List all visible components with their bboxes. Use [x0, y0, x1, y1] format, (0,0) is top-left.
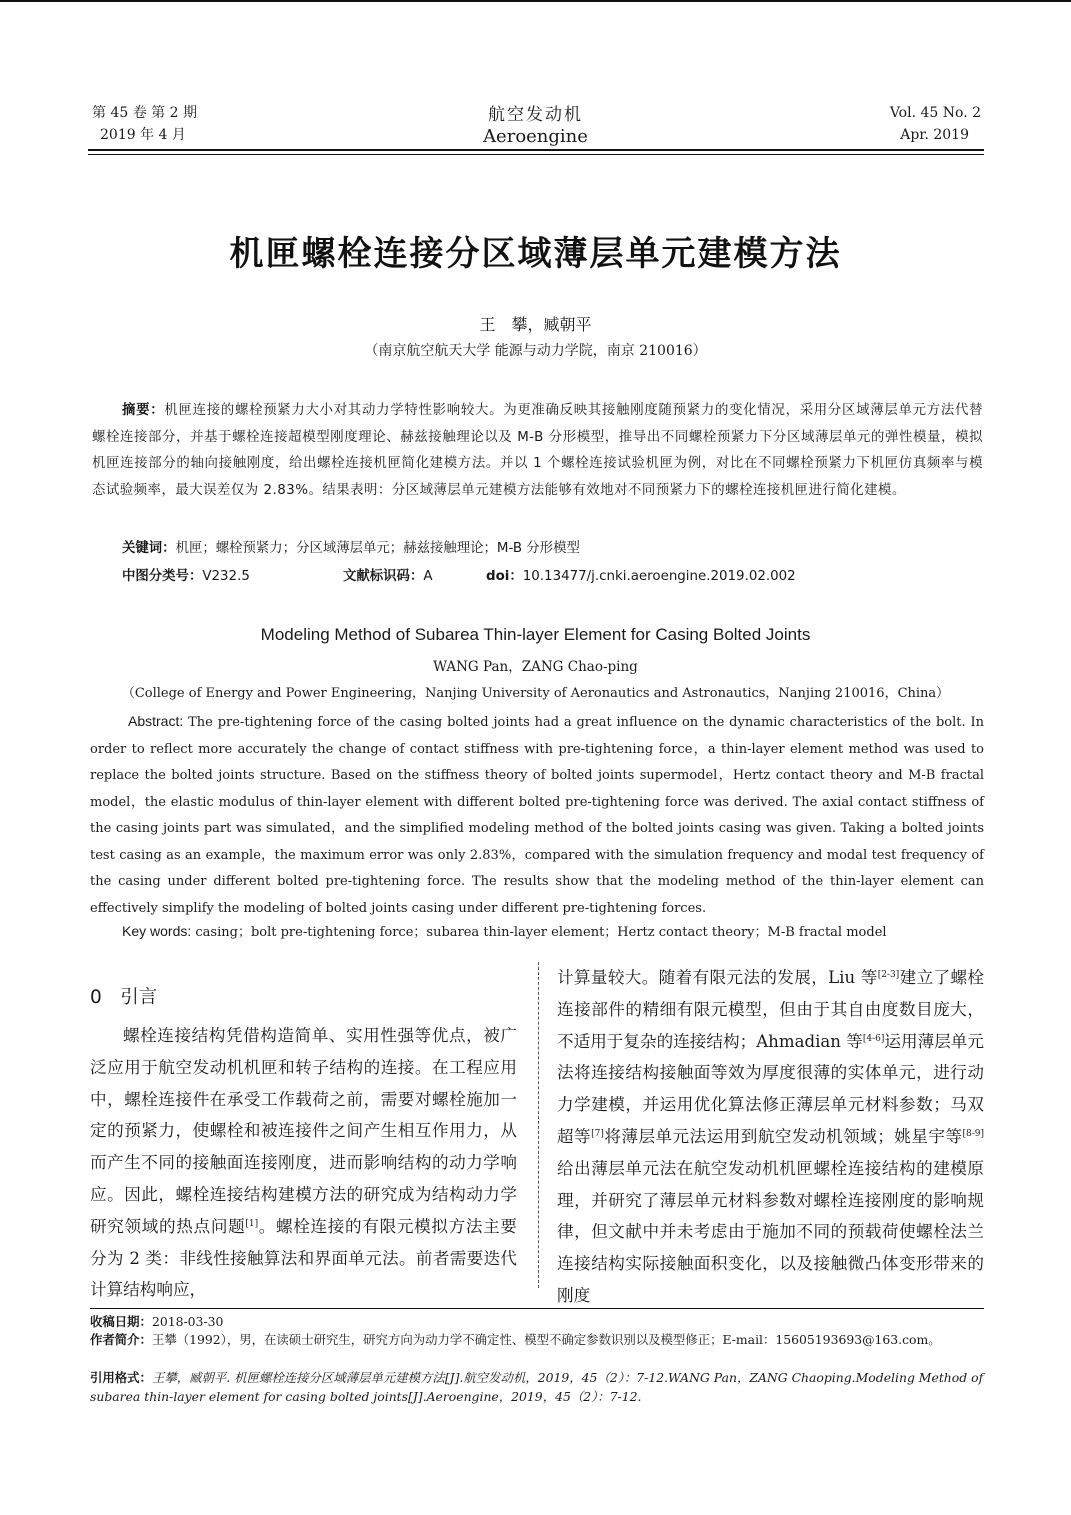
citation-ref[interactable]: [1] — [245, 1218, 259, 1229]
footnote-citation — [90, 1368, 984, 1406]
citation-ref[interactable]: [8-9] — [962, 1128, 985, 1139]
paper-title-cn: 机匣螺栓连接分区域薄层单元建模方法 — [229, 234, 842, 274]
doi-label: doi： — [486, 569, 523, 584]
keywords-cn — [122, 537, 580, 556]
paragraph-text: 螺栓连接结构凭借构造简单、实用性强等优点，被广泛应用于航空发动机机匣和转子结构的连接。在工程应用中，螺栓连接件在承受工作载荷之前，需要对螺栓施加一定的预紧力，使螺栓和被连接件之间产生相互作用力，从而产生不同的接触面连接刚度，进而影响结构的动力学响应。因此，螺栓连接结构建模方法的研究成为结构动力学研究领域的热点问题 — [90, 1026, 517, 1236]
received-label: 收稿日期： — [90, 1314, 152, 1329]
body-paragraph — [90, 1020, 517, 1306]
section-heading: 0 引言 — [90, 987, 158, 1008]
footnote-author-bio — [90, 1330, 984, 1349]
affiliation-en: （College of Energy and Power Engineering，Nanjing University of Aeronautics and Astronautics，Nanjing 210016，China） — [121, 686, 950, 701]
doc-code-value: A — [423, 569, 433, 584]
clc-number — [122, 565, 250, 584]
top-border-line — [0, 0, 1071, 2]
header-volume-en: Vol. 45 No. 2 — [889, 105, 981, 121]
paragraph-text: 计算量较大。随着有限元法的发展，Liu 等 — [557, 968, 878, 987]
authors-en: WANG Pan，ZANG Chao-ping — [433, 659, 638, 675]
keywords-en — [122, 921, 887, 940]
header-right — [890, 102, 981, 146]
body-paragraph — [557, 962, 984, 1312]
affiliation-cn: （南京航空航天大学 能源与动力学院，南京 210016） — [364, 343, 707, 359]
keywords-en-label: Key words: — [122, 923, 192, 939]
abstract-cn-text: 机匣连接的螺栓预紧力大小对其动力学特性影响较大。为更准确反映其接触刚度随预紧力的变化情况，采用分区域薄层单元方法代替螺栓连接部分，并基于螺栓连接超模型刚度理论、赫兹接触理论以及 M-B 分形模型，推导出不同螺栓预紧力下分区域薄层单元的弹性模量，模拟机匣连接部分的轴向接触刚度，给出螺栓连接机匣简化建模方法。并以 1 个螺栓连接试验机匣为例，对比在不同螺栓预紧力下机匣仿真频率与模态试验频率，最大误差仅为 2.83%。结果表明：分区域薄层单元建模方法能够有效地对不同预紧力下的螺栓连接机匣进行简化建模。 — [92, 403, 983, 498]
clc-label: 中图分类号： — [122, 569, 203, 584]
journal-name-en: Aeroengine — [483, 126, 588, 147]
abstract-cn-label: 摘要： — [122, 403, 165, 418]
paragraph-text: 建立了螺栓连接部件的精细有限元模型，但由于其自由度数目庞大，不适用于复杂的连接结构；Ahmadian 等 — [557, 968, 985, 1051]
paragraph-text: 运用薄层单元法将连接结构接触面等效为厚度很薄的实体单元，进行动力学建模，并运用优化算法修正薄层单元材料参数；马双超等 — [557, 1031, 985, 1146]
body-column-left — [90, 962, 517, 1306]
citation-ref[interactable]: [7] — [591, 1128, 604, 1139]
abstract-en-text: The pre-tightening force of the casing bolted joints had a great influence on the dynamic characteristics of the bolt. In order to reflect more accurately the change of contact stiffness with pre-tightening force，a thin-layer element method was used to replace the bolted joints structure. Based on the stiffness theory of bolted joints supermodel，Hertz contact theory and M-B fractal model，the elastic modulus of thin-layer element with different bolted pre-tightening force was derived. The axial contact stiffness of the casing joints part was simulated，and the simplified modeling method of the bolted joints casing was given. Taking a bolted joints test casing as an example，the maximum error was only 2.83%，compared with the simulation frequency and modal test frequency of the casing under different bolted pre-tightening force. The results show that the modeling method of the thin-layer element can effectively simplify the modeling of bolted joints casing under different pre-tightening forces. — [90, 715, 984, 916]
citation-text: 王攀，臧朝平. 机匣螺栓连接分区域薄层单元建模方法[J].航空发动机，2019，45（2）：7-12.WANG Pan，ZANG Chaoping.Modeling Method of subarea thin-layer element for casing bolted joints[J].Aeroengine，2019，45（2）：7-12. — [90, 1370, 984, 1404]
keywords-cn-text: 机匣；螺栓预紧力；分区域薄层单元；赫兹接触理论；M-B 分形模型 — [175, 541, 580, 556]
paragraph-text: 将薄层单元法运用到航空发动机领域；姚星宇等 — [603, 1126, 963, 1146]
document-code — [343, 565, 433, 584]
header-date-en: Apr. 2019 — [900, 127, 969, 143]
citation-ref[interactable]: [4-6] — [862, 1033, 885, 1044]
doc-code-label: 文献标识码： — [343, 569, 424, 584]
header-rule-thin — [88, 154, 984, 155]
abstract-cn — [92, 398, 983, 504]
citation-ref[interactable]: [2-3] — [877, 970, 900, 980]
header-volume-cn: 第 45 卷 第 2 期 — [92, 105, 197, 121]
paragraph-text: 给出薄层单元法在航空发动机机匣螺栓连接结构的建模原理，并研究了薄层单元材料参数对螺栓连接刚度的影响规律，但文献中并未考虑由于施加不同的预载荷使螺栓法兰连接结构实际接触面积变化，以及接触微凸体变形带来的刚度 — [557, 1158, 984, 1305]
bio-label: 作者简介： — [90, 1332, 152, 1347]
abstract-en — [90, 708, 984, 922]
authors-cn: 王 攀，臧朝平 — [479, 315, 592, 334]
keywords-cn-label: 关键词： — [122, 541, 176, 556]
doi-value: 10.13477/j.cnki.aeroengine.2019.02.002 — [522, 569, 796, 584]
abstract-en-label: Abstract: — [128, 713, 184, 729]
doi — [486, 565, 796, 584]
keywords-en-text: casing；bolt pre-tightening force；subarea thin-layer element；Hertz contact theory；M-B fractal model — [195, 925, 887, 940]
body-column-right — [557, 962, 984, 1312]
footnote-received — [90, 1312, 984, 1331]
bio-text: 王攀（1992），男，在读硕士研究生，研究方向为动力学不确定性、模型不确定参数识别以及模型修正；E-mail：15605193693@163.com。 — [151, 1332, 941, 1347]
paper-title-en: Modeling Method of Subarea Thin-layer Element for Casing Bolted Joints — [260, 625, 811, 644]
column-divider — [538, 962, 539, 1288]
header-date-cn: 2019 年 4 月 — [100, 127, 186, 143]
received-date: 2018-03-30 — [151, 1314, 224, 1329]
clc-value: V232.5 — [202, 569, 250, 584]
journal-name-cn: 航空发动机 — [488, 105, 583, 125]
paragraph-text: 。螺栓连接的有限元模拟方法主要分为 2 类：非线性接触算法和界面单元法。前者需要迭代计算结构响应， — [90, 1216, 517, 1300]
header-rule-thick — [88, 149, 984, 151]
footnote-rule — [90, 1308, 984, 1309]
citation-label: 引用格式： — [90, 1370, 152, 1385]
